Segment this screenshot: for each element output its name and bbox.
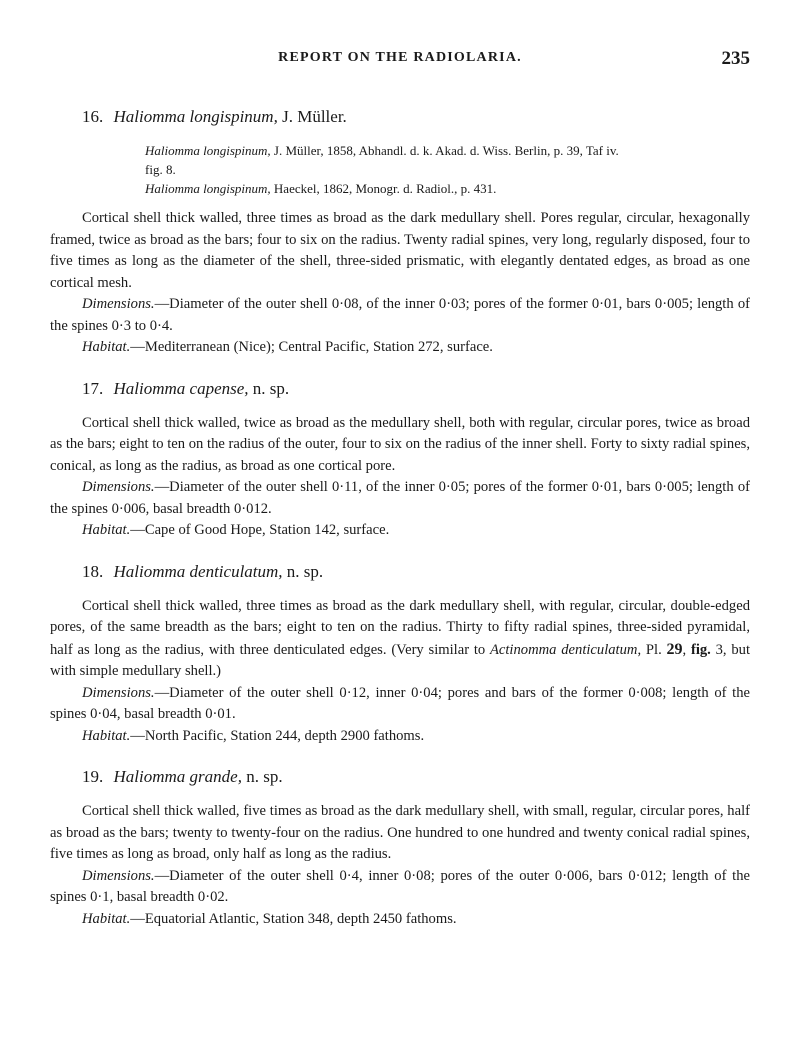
note-mid: , Pl.	[637, 641, 667, 658]
species-author: J. Müller.	[282, 107, 347, 126]
note-end: 3, but with simple medullary shell.)	[50, 641, 751, 679]
species-name: Haliomma grande,	[113, 767, 242, 786]
species-author: n. sp.	[252, 378, 290, 398]
synonymy-entry	[145, 179, 750, 198]
habitat-label: Habitat.	[82, 522, 131, 538]
dimensions-paragraph	[50, 683, 750, 726]
synonymy-name: Haliomma longispinum,	[145, 143, 271, 158]
species-number: 17.	[82, 378, 104, 398]
dimensions-text: —Diameter of the outer shell 0·08, of the inner 0·03; pores of the former 0·01, bars 0·005; length of the spines 0·3 to 0·4.	[50, 296, 750, 334]
synonymy-citation: Haeckel, 1862, Monogr. d. Radiol., p. 431.	[273, 181, 497, 196]
dimensions-text: —Diameter of the outer shell 0·11, of the inner 0·05; pores of the former 0·01, bars 0·005; length of the spines 0·006, basal breadth 0·012.	[50, 479, 750, 517]
habitat-label: Habitat.	[82, 727, 131, 744]
species-heading	[82, 562, 750, 582]
habitat-text: —North Pacific, Station 244, depth 2900 fathoms.	[130, 727, 425, 744]
synonymy-list	[145, 141, 750, 198]
species-section-17	[50, 379, 750, 542]
dimensions-label: Dimensions.	[82, 867, 155, 884]
dimensions-text: —Diameter of the outer shell 0·4, inner 0·08; pores of the outer 0·006, bars 0·012; length of the spines 0·1, basal breadth 0·02.	[50, 867, 750, 905]
species-heading	[82, 379, 750, 399]
running-header	[0, 48, 800, 72]
species-heading	[82, 107, 750, 127]
habitat-text: —Equatorial Atlantic, Station 348, depth 2450 fathoms.	[130, 910, 457, 927]
habitat-text: —Mediterranean (Nice); Central Pacific, Station 272, surface.	[130, 339, 493, 355]
species-description: Cortical shell thick walled, three times as broad as the dark medullary shell. Pores regular, circular, hexagonally framed, twice as broad as the bars; four to six on the radius. Twenty radial spines, very long, regularly disposed, four to five times as long as the diameter of the shell, three-sided prismatic, with elegantly dentated edges, as broad as one cortical mesh.	[50, 210, 750, 291]
note-start: (Very similar to	[391, 641, 490, 658]
synonymy-entry	[145, 141, 750, 179]
habitat-label: Habitat.	[82, 910, 131, 927]
running-title: REPORT ON THE RADIOLARIA.	[278, 50, 522, 65]
description-text: Cortical shell thick walled, three times as broad as the dark medullary shell, with regular, circular, double-edged pores, of the same breadth as the bars; eight to ten on the radius. Thirty to fifty radial spines, three-sided pyramidal, half as long as the radius, with three denticulated edges.	[50, 597, 750, 658]
habitat-paragraph	[50, 520, 750, 542]
plate-number: 29	[666, 640, 683, 658]
species-name: Haliomma longispinum,	[113, 107, 278, 126]
note-species: Actinomma denticulatum	[489, 641, 638, 658]
species-author: n. sp.	[286, 561, 324, 581]
dimensions-label: Dimensions.	[82, 684, 155, 701]
habitat-label: Habitat.	[82, 339, 131, 355]
dimensions-paragraph	[50, 477, 750, 520]
note-comma: ,	[682, 641, 691, 658]
species-description	[50, 596, 750, 683]
species-number: 18.	[82, 561, 104, 581]
page-content	[50, 95, 750, 950]
habitat-text: —Cape of Good Hope, Station 142, surface.	[130, 522, 390, 538]
species-author: n. sp.	[246, 767, 283, 786]
dimensions-paragraph	[50, 294, 750, 337]
species-number: 19.	[82, 767, 104, 786]
dimensions-text: —Diameter of the outer shell 0·12, inner 0·04; pores and bars of the former 0·008; length of the spines 0·04, basal breadth 0·01.	[50, 684, 750, 722]
habitat-paragraph	[50, 909, 750, 931]
dimensions-label: Dimensions.	[82, 296, 155, 312]
synonymy-name: Haliomma longispinum,	[145, 181, 271, 196]
dimensions-label: Dimensions.	[82, 479, 155, 495]
species-description: Cortical shell thick walled, twice as broad as the medullary shell, both with regular, circular pores, twice as broad as the bars; eight to ten on the radius of the outer, four to six on the radius of the inner shell. Forty to sixty radial spines, conical, as long as the radius, as broad as one cortical pore.	[50, 414, 750, 474]
species-description: Cortical shell thick walled, five times as broad as the dark medullary shell, with small, regular, circular pores, half as broad as the bars; twenty to twenty-four on the radius. One hundred to one hundred and twenty conical radial spines, five times as long as broad, only half as long as the radius.	[50, 803, 750, 862]
species-name: Haliomma capense,	[113, 378, 249, 398]
dimensions-paragraph	[50, 866, 750, 909]
page-number: 235	[721, 48, 750, 69]
species-heading	[82, 767, 750, 787]
species-section-16	[50, 107, 750, 359]
synonymy-citation-cont: fig. 8.	[145, 162, 176, 177]
habitat-paragraph	[50, 337, 750, 359]
species-name: Haliomma denticulatum,	[113, 561, 283, 581]
fig-label: fig.	[690, 641, 711, 658]
synonymy-citation: J. Müller, 1858, Abhandl. d. k. Akad. d. Wiss. Berlin, p. 39, Taf iv.	[273, 143, 619, 158]
species-section-18	[50, 562, 750, 748]
habitat-paragraph	[50, 726, 750, 748]
species-section-19	[50, 767, 750, 930]
species-number: 16.	[82, 107, 104, 126]
